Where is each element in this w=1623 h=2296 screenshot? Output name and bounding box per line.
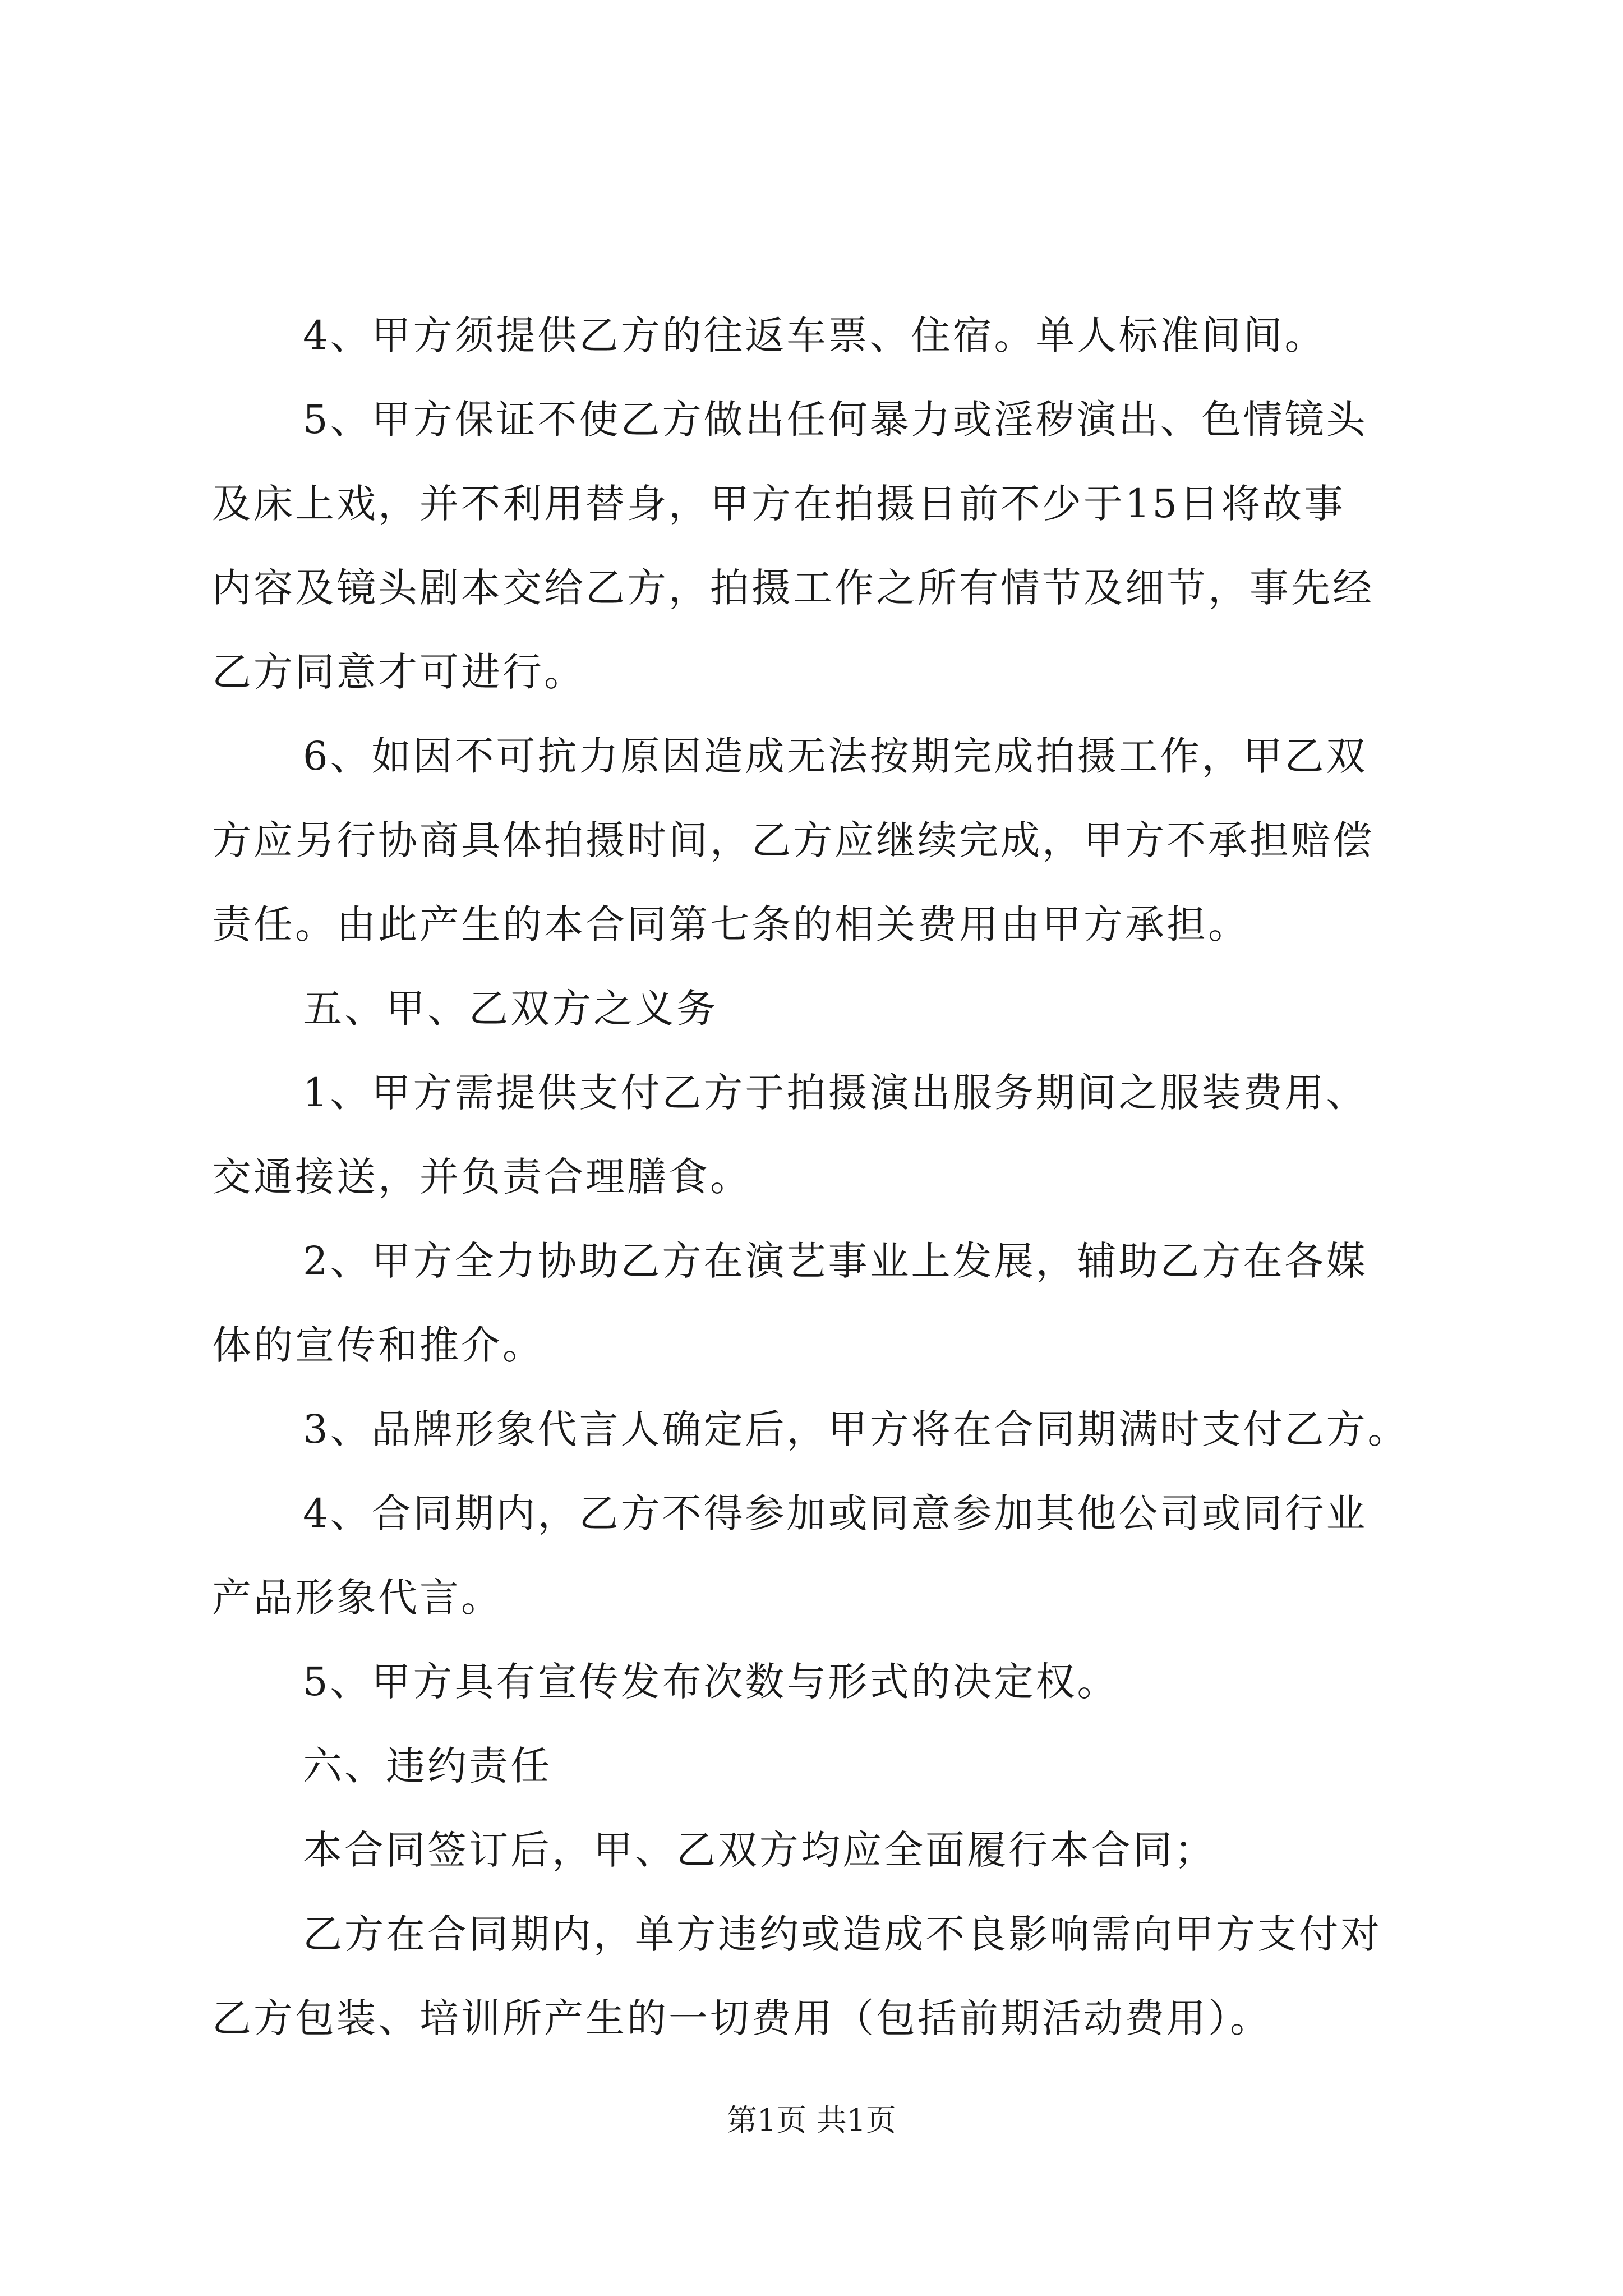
paragraph-line-4: 内容及镜头剧本交给乙方，拍摄工作之所有情节及细节，事先经	[212, 565, 1374, 611]
section-heading-6: 六、违约责任	[303, 1743, 552, 1789]
page-footer: 第1页 共1页	[727, 2102, 896, 2138]
paragraph-line-12: 2、甲方全力协助乙方在演艺事业上发展，辅助乙方在各媒	[303, 1238, 1368, 1284]
paragraph-line-17: 5、甲方具有宣传发布次数与形式的决定权。	[303, 1659, 1119, 1705]
paragraph-line-21: 乙方包装、培训所产生的一切费用（包括前期活动费用）。	[212, 1995, 1271, 2041]
paragraph-line-14: 3、品牌形象代言人确定后，甲方将在合同期满时支付乙方。	[303, 1406, 1409, 1452]
paragraph-line-3: 及床上戏，并不利用替身，甲方在拍摄日前不少于15日将故事	[212, 481, 1346, 527]
paragraph-line-13: 体的宣传和推介。	[212, 1322, 544, 1368]
section-heading-5: 五、甲、乙双方之义务	[303, 986, 718, 1032]
paragraph-line-1: 4、甲方须提供乙方的往返车票、住宿。单人标准间间。	[303, 312, 1326, 358]
paragraph-line-11: 交通接送，并负责合理膳食。	[212, 1154, 751, 1200]
paragraph-line-10: 1、甲方需提供支付乙方于拍摄演出服务期间之服装费用、	[303, 1070, 1368, 1116]
paragraph-line-2: 5、甲方保证不使乙方做出任何暴力或淫秽演出、色情镜头	[303, 397, 1368, 443]
paragraph-line-6: 6、如因不可抗力原因造成无法按期完成拍摄工作，甲乙双	[303, 733, 1368, 779]
paragraph-line-16: 产品形象代言。	[212, 1575, 502, 1621]
paragraph-line-5: 乙方同意才可进行。	[212, 649, 585, 695]
paragraph-line-7: 方应另行协商具体拍摄时间，乙方应继续完成，甲方不承担赔偿	[212, 817, 1374, 863]
paragraph-line-20: 乙方在合同期内，单方违约或造成不良影响需向甲方支付对	[303, 1911, 1382, 1957]
paragraph-line-19: 本合同签订后，甲、乙双方均应全面履行本合同；	[303, 1827, 1216, 1873]
paragraph-line-8: 责任。由此产生的本合同第七条的相关费用由甲方承担。	[212, 901, 1249, 947]
paragraph-line-15: 4、合同期内，乙方不得参加或同意参加其他公司或同行业	[303, 1490, 1368, 1536]
